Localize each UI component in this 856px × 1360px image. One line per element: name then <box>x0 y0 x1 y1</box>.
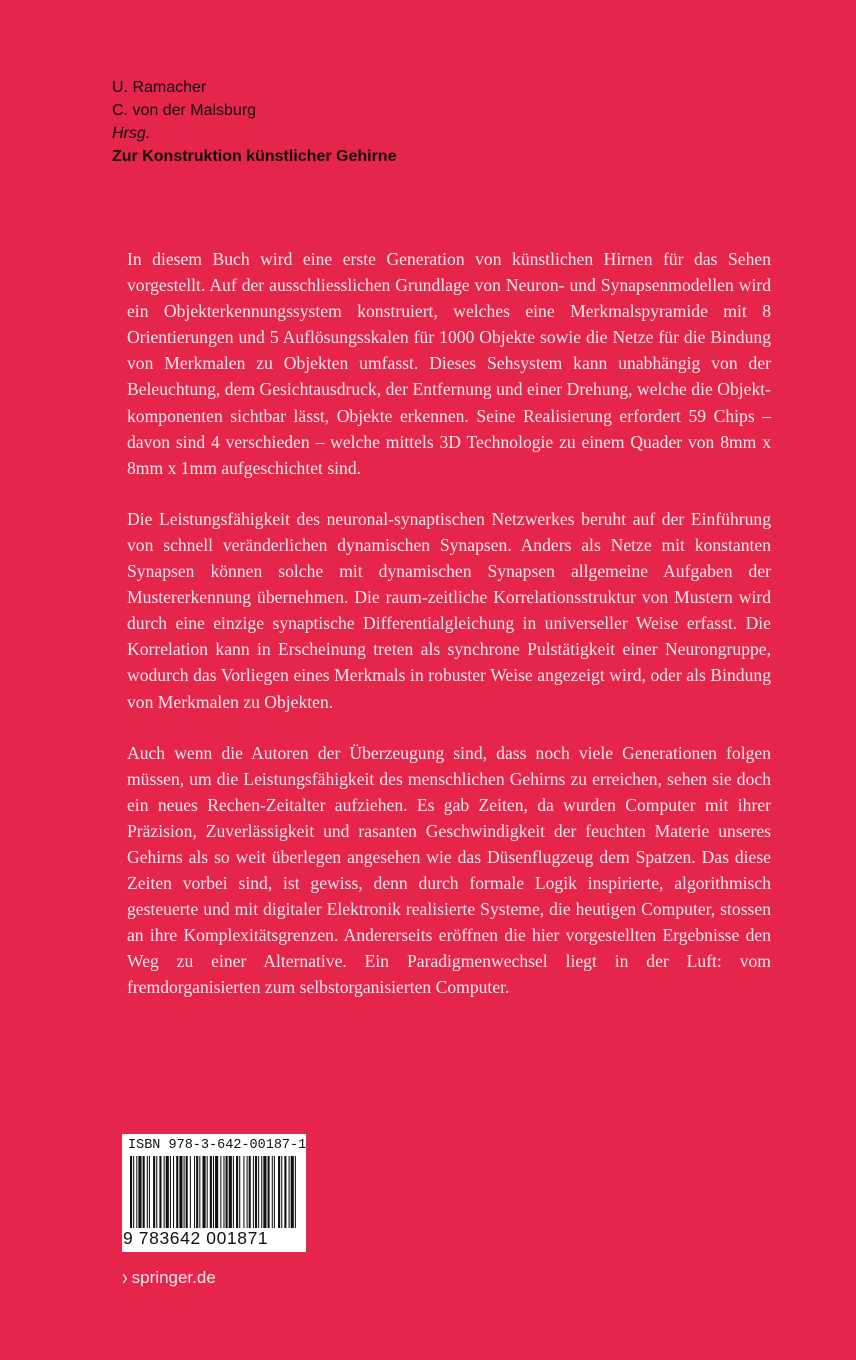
chevron-right-icon: › <box>122 1265 128 1290</box>
author-name: C. von der Malsburg <box>112 102 257 119</box>
ean-digits: 9 783642 001871 <box>123 1228 305 1249</box>
author-name: U. Ramacher <box>112 79 207 96</box>
blurb-paragraph: Die Leistungsfähigkeit des neuronal-synaptischen Netzwerkes beruht auf der Einführung von schnell veränderlichen dynamischen Synapsen. Anders als Netze mit konstanten Synapsen können solche mit dynamischen Synapsen allgemeine Aufgaben der Mustererkennung übernehmen. Die raum-zeitliche Korrelationsstruktur von Mustern wird durch eine einzige synaptische Differentialgleichung in universeller Weise erfasst. Die Korrelation kann in Erscheinung treten als synchrone Pulstätigkeit einer Neurongruppe, wodurch das Vorliegen eines Merkmals in robuster Weise angezeigt wird, oder als Bindung von Merkmalen zu Objekten. <box>127 508 771 712</box>
isbn-barcode <box>122 1134 306 1252</box>
credits-block <box>112 76 396 168</box>
blurb-paragraph: In diesem Buch wird eine erste Generation von künstlichen Hirnen für das Sehen vorgestellt. Auf der ausschliesslichen Grundlage von Neuron- und Synapsenmodellen wird ein Objekterkennungssystem konstruiert, welches eine Merkmalspyramide mit 8 Orientierungen und 5 Auflösungsskalen für 1000 Objekte sowie die Netze für die Bindung von Merkmalen zu Objekten umfasst. Dieses Sehsystem kann unabhängig von der Beleuchtung, dem Gesichtausdruck, der Entfernung und einer Drehung, welche die Objektkomponenten sichtbar lässt, Objekte erkennen. Seine Realisierung erfordert 59 Chips – davon sind 4 verschieden – welche mittels 3D Technologie zu einem Quader von 8mm x 8mm x 1mm aufgeschichtet sind. <box>127 249 771 478</box>
publisher-link[interactable] <box>122 1265 216 1290</box>
publisher-url: springer.de <box>131 1268 216 1287</box>
book-title: Zur Konstruktion künstlicher Gehirne <box>112 148 397 165</box>
blurb-text <box>127 246 771 1026</box>
isbn-number: ISBN 978-3-642-00187-1 <box>128 1138 307 1153</box>
blurb-paragraph: Auch wenn die Autoren der Überzeugung sind, dass noch viele Generationen folgen müssen, um die Leistungsfähigkeit des menschlichen Gehirns zu erreichen, sehen sie doch ein neues Rechen-Zeitalter aufziehen. Es gab Zeiten, da wurden Computer mit ihrer Präzision, Zuverlässigkeit und rasanten Geschwindigkeit der feuchten Materie unseres Gehirns als so weit überlegen angesehen wie das Düsenflugzeug dem Spatzen. Das diese Zeiten vorbei sind, ist gewiss, denn durch formale Logik inspirierte, algorithmisch gesteuerte und mit digitaler Elektronik realisierte Systeme, die heutigen Computer, stossen an ihre Komplexitätsgrenzen. Andererseits eröffnen die hier vorgestellten Ergebnisse den Weg zu einer Alternative. Ein Paradigmenwechsel liegt in der Luft: vom fremdorganisierten zum selbstorganisierten Computer. <box>127 742 771 998</box>
editor-label: Hrsg. <box>112 125 151 142</box>
